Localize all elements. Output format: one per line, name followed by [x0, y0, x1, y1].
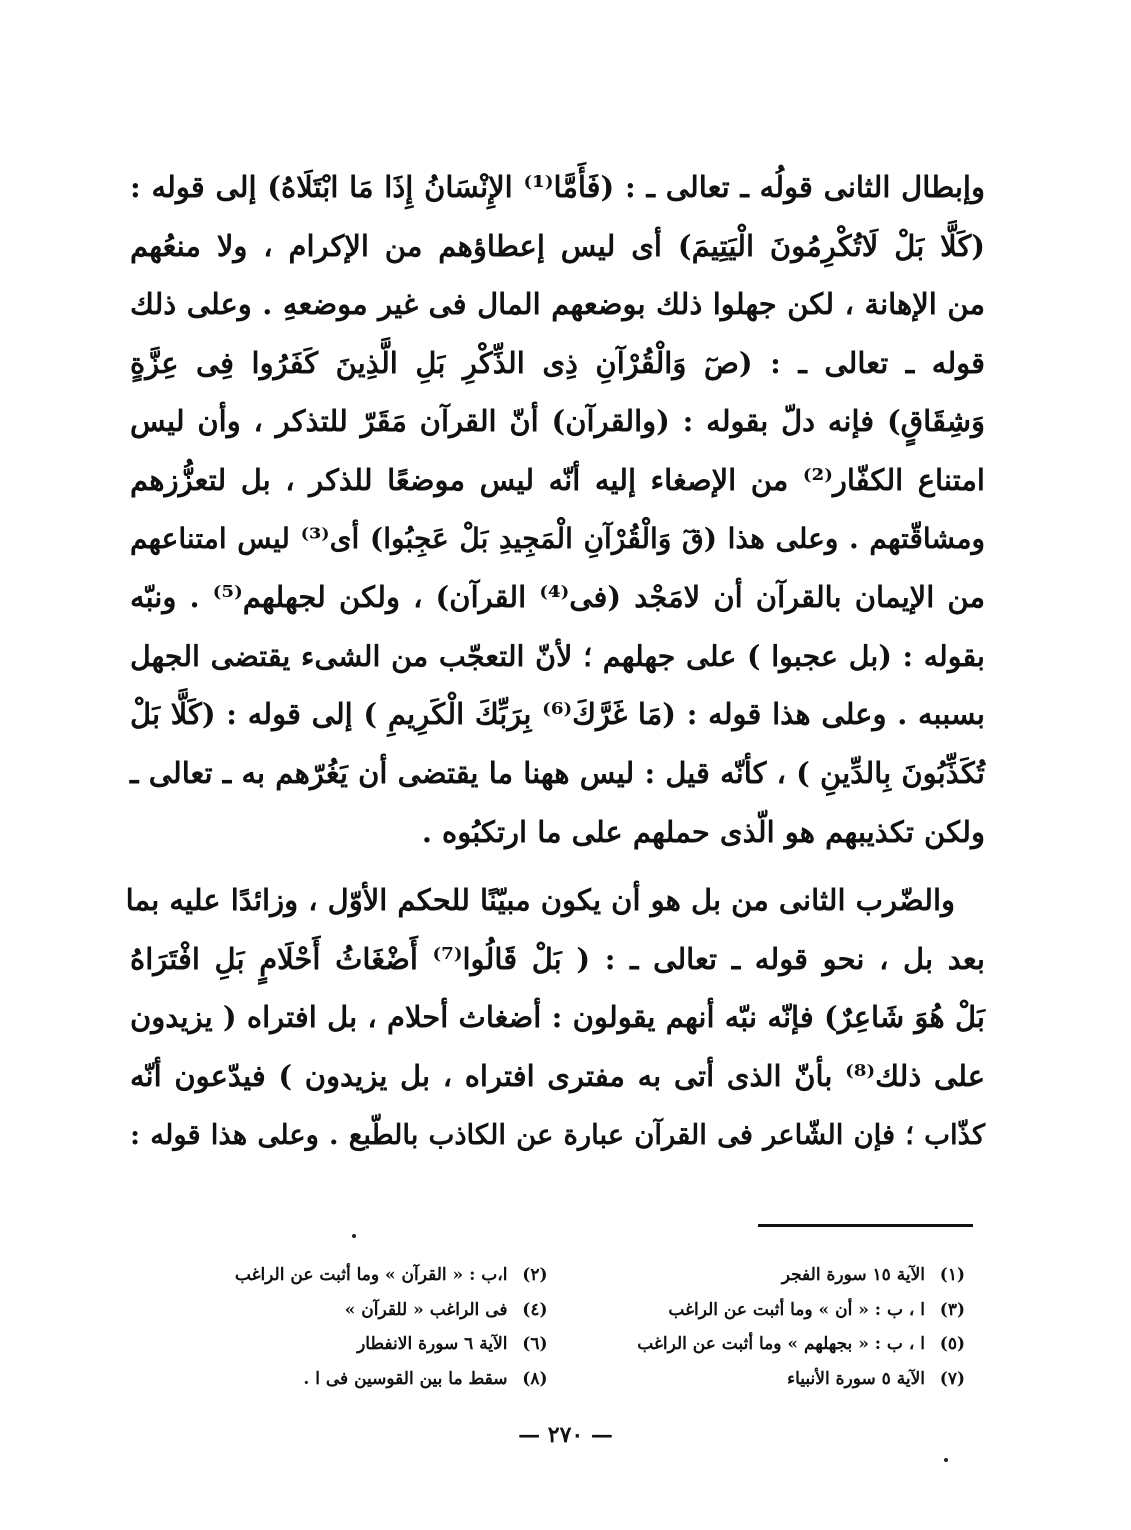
scan-speck	[944, 1458, 948, 1462]
paragraph-gap	[130, 861, 985, 871]
footnote-number: (١)	[939, 1265, 965, 1285]
footnote-text: ا،ب : « القرآن » وما أثبت عن الراغب	[234, 1265, 508, 1285]
footnote-text: سقط ما بين القوسين فى ا .	[303, 1368, 508, 1389]
footnote-text: ا ، ب : « بجهلهم » وما أثبت عن الراغب	[637, 1334, 925, 1354]
text-line: من الإيمان بالقرآن أن لامَجْد (فى⁽⁴⁾ القرآن) ، ولكن لجهلهم⁽⁵⁾ . ونبّه	[130, 580, 985, 615]
text-line: على ذلك⁽⁸⁾ بأنّ الذى أتى به مفترى افتراه ، بل يزيدون ) فيدّعون أنّه	[130, 1058, 985, 1093]
text-line: كذّاب ؛ فإن الشّاعر فى القرآن عبارة عن الكاذب بالطّبع . وعلى هذا قوله :	[130, 1118, 985, 1151]
paragraph-1	[130, 158, 985, 861]
footnote-number: (٦)	[522, 1334, 548, 1354]
footnote-number: (٧)	[939, 1368, 965, 1389]
text-line: بقوله : (بل عجبوا ) على جهلهم ؛ لأنّ التعجّب من الشىء يقتضى الجهل	[130, 638, 985, 673]
page-number: — ٢٧٠ —	[518, 1422, 613, 1448]
footnote-number: (٤)	[522, 1299, 548, 1320]
footnote-text: فى الراغب « للقرآن »	[344, 1299, 508, 1320]
footnote	[548, 1327, 966, 1362]
footnote-row	[130, 1258, 965, 1293]
footnote-number: (٢)	[522, 1265, 548, 1285]
scan-speck	[352, 1234, 356, 1238]
footnote-number: (٨)	[522, 1368, 548, 1389]
footnote	[130, 1258, 548, 1293]
footnotes	[130, 1258, 965, 1396]
footnote	[548, 1258, 966, 1293]
footnote	[548, 1362, 966, 1397]
footnote	[130, 1293, 548, 1328]
footnote-row	[130, 1293, 965, 1328]
text-line: بعد بل ، نحو قوله ـ تعالى ـ : ( بَلْ قَالُوا⁽⁷⁾ أَضْغَاثُ أَحْلَامٍ بَلِ افْتَرَاهُ	[130, 941, 985, 976]
footnote-number: (٣)	[939, 1299, 965, 1320]
footnote-text: الآية ١٥ سورة الفجر	[781, 1265, 925, 1285]
footnote	[548, 1293, 966, 1328]
footnote-text: الآية ٥ سورة الأنبياء	[787, 1368, 925, 1389]
text-line: تُكَذِّبُونَ بِالدِّينِ ) ، كأنّه قيل : ليس ههنا ما يقتضى أن يَغُرّهم به ـ تعالى ـ	[130, 755, 985, 790]
text-line: وَشِقَاقٍ) فإنه دلّ بقوله : (والقرآن) أنّ القرآن مَقَرّ للتذكر ، وأن ليس	[130, 404, 985, 439]
paragraph-2	[125, 871, 985, 1164]
footnote-text: ا ، ب : « أن » وما أثبت عن الراغب	[668, 1299, 925, 1320]
footnote-separator	[758, 1224, 973, 1227]
main-text	[125, 158, 986, 1164]
footnote-number: (٥)	[939, 1334, 965, 1354]
footnote-row	[130, 1362, 965, 1397]
text-line: بَلْ هُوَ شَاعِرٌ) فإنّه نبّه أنهم يقولون : أضغاث أحلام ، بل افتراه ( يزيدون	[130, 1000, 985, 1035]
text-line: والضّرب الثانى من بل هو أن يكون مبيّنًا للحكم الأوّل ، وزائدًا عليه بما	[125, 883, 955, 918]
text-line: امتناع الكفّار⁽²⁾ من الإصغاء إليه أنّه ليس موضعًا للذكر ، بل لتعزُّزهم	[130, 462, 985, 497]
footnote-text: الآية ٦ سورة الانفطار	[357, 1334, 508, 1354]
footnote	[130, 1362, 548, 1397]
text-line: (كَلَّا بَلْ لَاتُكْرِمُونَ الْيَتِيمَ) أى ليس إعطاؤهم من الإكرام ، ولا منعُهم	[130, 228, 985, 263]
text-line: من الإهانة ، لكن جهلوا ذلك بوضعهم المال فى غير موضعهِ . وعلى ذلك	[130, 287, 985, 322]
text-line: وإبطال الثانى قولُه ـ تعالى ـ : (فَأَمَّا⁽¹⁾ الإِنْسَانُ إِذَا مَا ابْتَلَاهُ) إلى قوله :	[130, 170, 985, 204]
footnote-row	[130, 1327, 965, 1362]
text-line: بسببه . وعلى هذا قوله : (مَا غَرَّكَ⁽⁶⁾ بِرَبِّكَ الْكَرِيمِ ) إلى قوله : (كَلَّا بَلْ	[130, 697, 985, 732]
text-line: ولكن تكذيبهم هو الّذى حملهم على ما ارتكبُوه .	[421, 814, 985, 849]
text-line: ومشاقّتهم . وعلى هذا (قٓ وَالْقُرْآنِ الْمَجِيدِ بَلْ عَجِبُوا) أى⁽³⁾ ليس امتناعهم	[130, 521, 986, 555]
footnote	[130, 1327, 548, 1362]
text-line: قوله ـ تعالى ـ : (صٓ وَالْقُرْآنِ ذِى الذِّكْرِ بَلِ الَّذِينَ كَفَرُوا فِى عِزَّةٍ	[130, 345, 985, 380]
